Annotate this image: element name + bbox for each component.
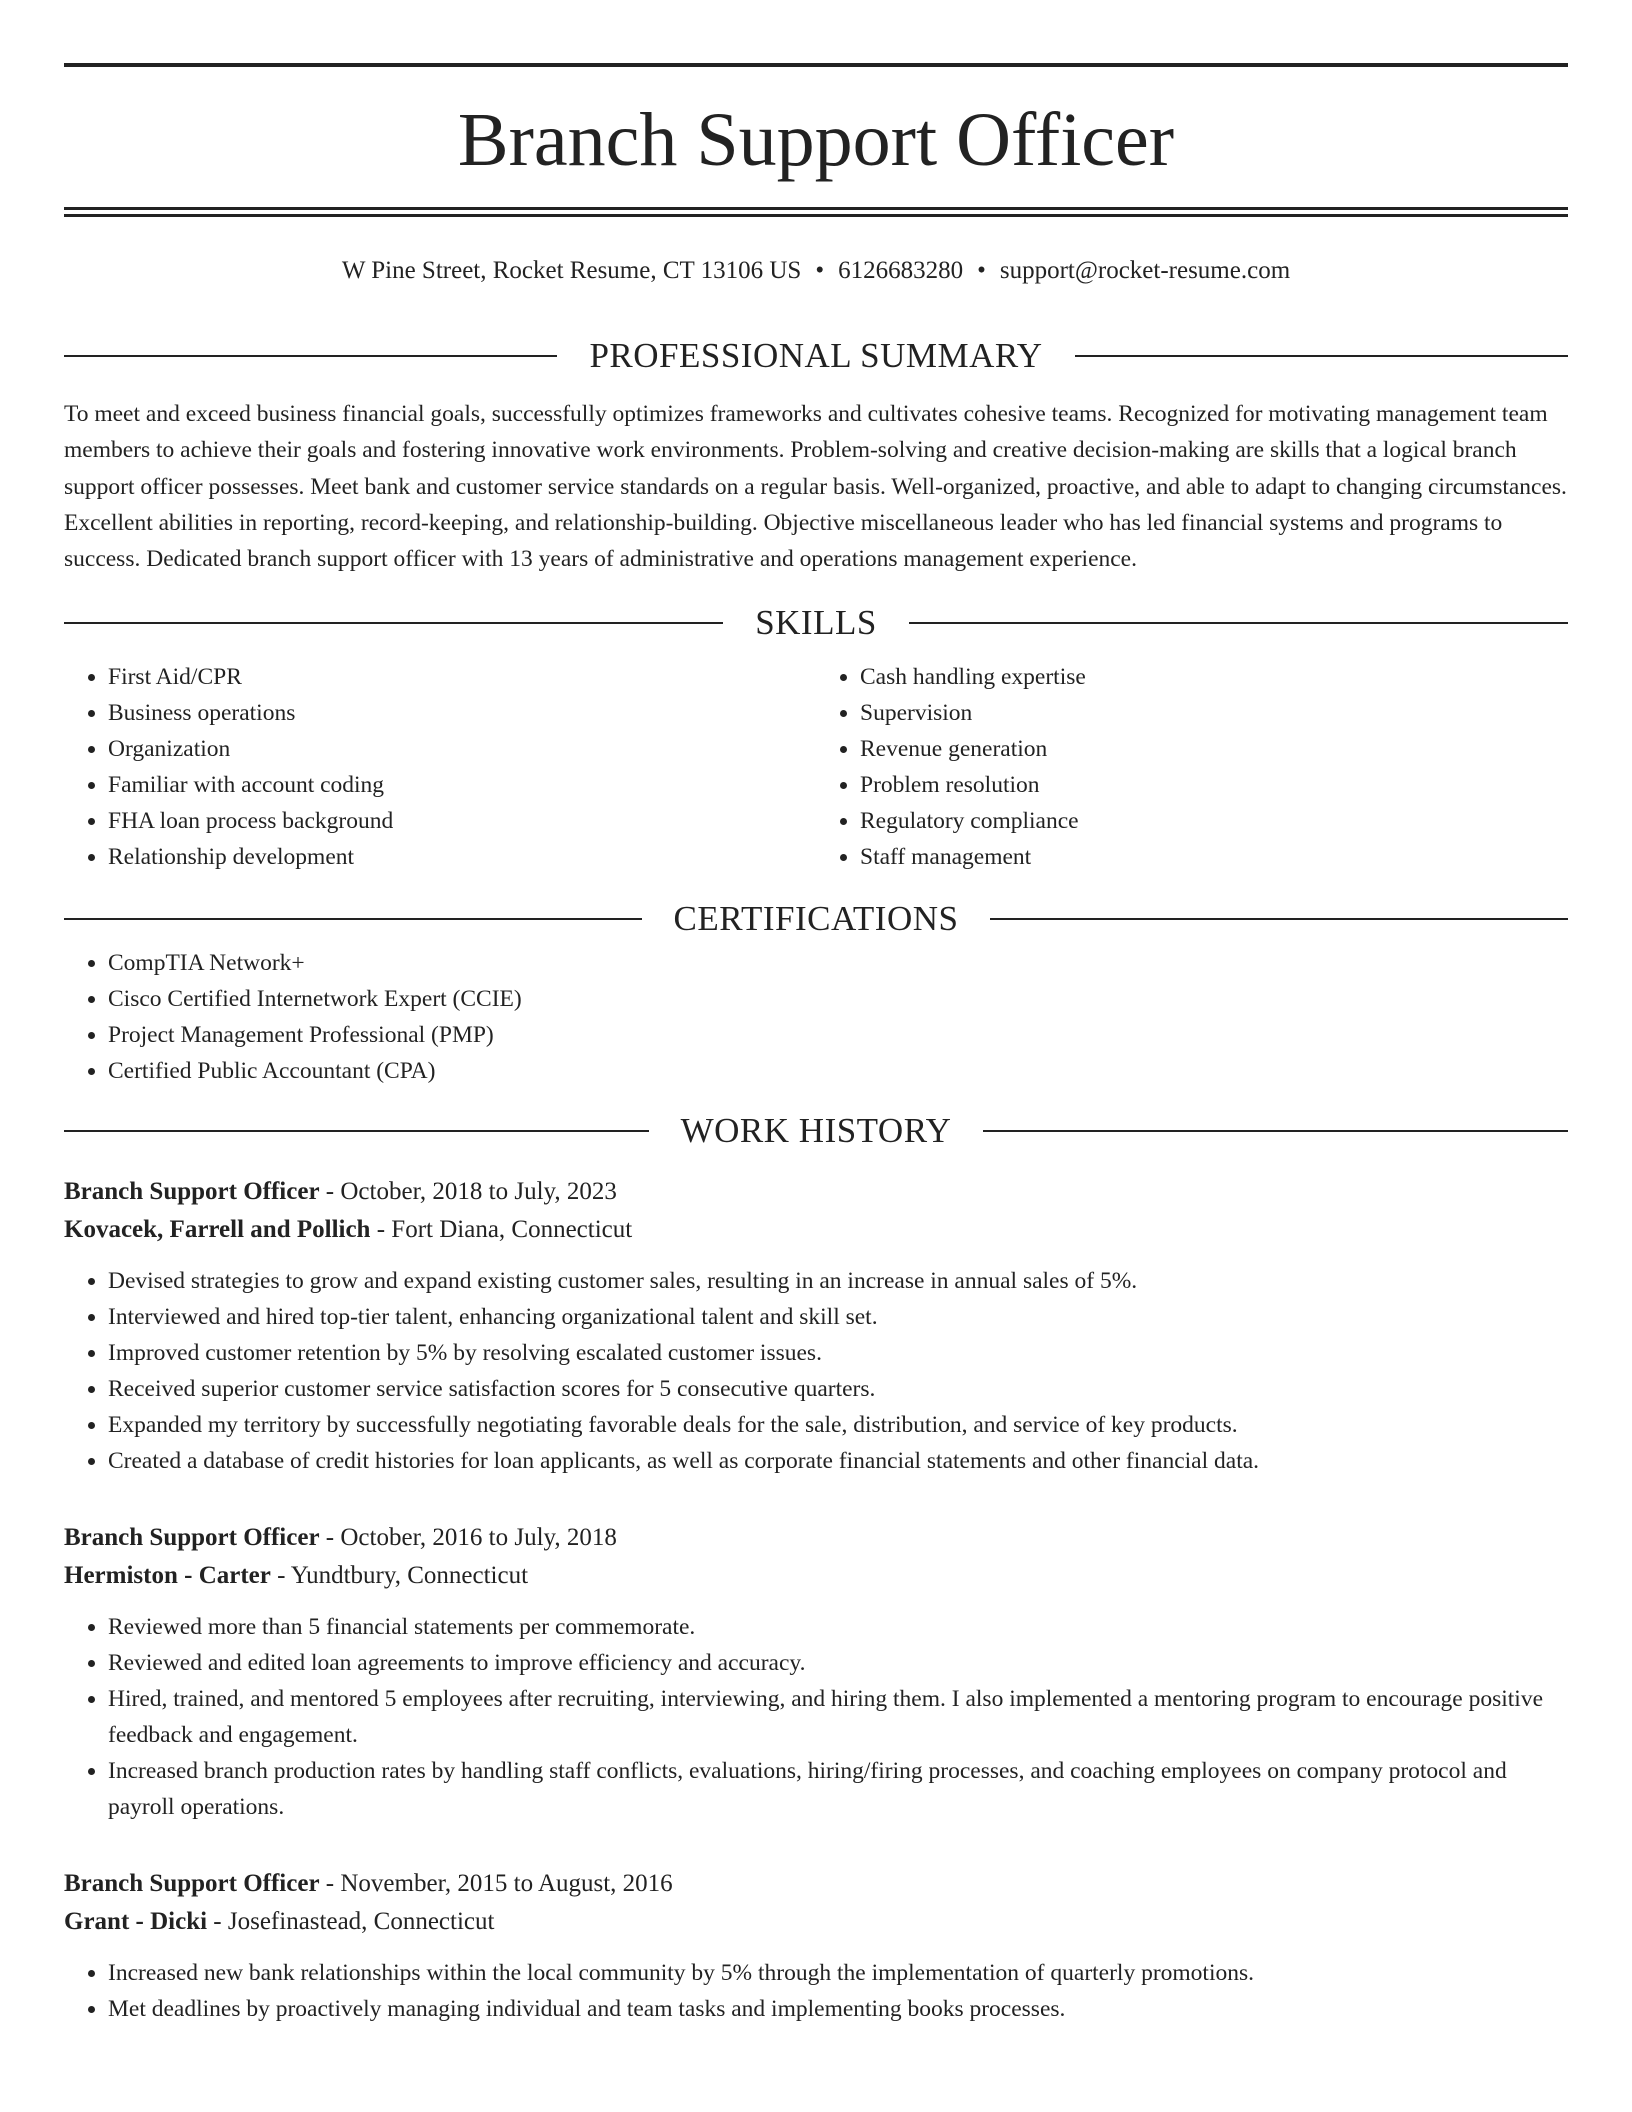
job-bullet: • Met deadlines by proactively managing individual and team tasks and implementing books processes. [108, 1991, 1568, 2027]
job-bullet: • Received superior customer service satisfaction scores for 5 consecutive quarters. [108, 1371, 1568, 1407]
skills-list-right [816, 659, 1568, 875]
skill-item: • First Aid/CPR [108, 659, 816, 695]
section-title: PROFESSIONAL SUMMARY [589, 336, 1043, 375]
heading-rule-right [983, 1130, 1568, 1132]
job-dates: October, 2016 to July, 2018 [340, 1524, 617, 1552]
job-bullet: • Hired, trained, and mentored 5 employees after recruiting, interviewing, and hiring them. I also implemented a mentoring program to encourage positive feedback and engagement. [108, 1681, 1568, 1753]
job-bullet: • Interviewed and hired top-tier talent, enhancing organizational talent and skill set. [108, 1299, 1568, 1335]
heading-rule-left [64, 918, 642, 920]
job-bullet: • Improved customer retention by 5% by resolving escalated customer issues. [108, 1335, 1568, 1371]
skill-item: • FHA loan process background [108, 803, 816, 839]
section-title: SKILLS [755, 603, 877, 643]
certifications-heading [64, 893, 1568, 945]
job-bullets [64, 1609, 1568, 1825]
job-bullet: • Increased branch production rates by handling staff conflicts, evaluations, hiring/firing processes, and coaching employees on company protocol and payroll operations. [108, 1753, 1568, 1825]
certification-item: • Cisco Certified Internetwork Expert (CCIE) [108, 981, 1568, 1017]
job-title-line: Branch Support Officer - October, 2016 to July, 2018 [64, 1524, 617, 1552]
job-location: Fort Diana, Connecticut [391, 1216, 633, 1244]
skill-item: • Revenue generation [860, 731, 1568, 767]
heading-rule-right [990, 918, 1568, 920]
heading-rule-right [909, 622, 1568, 624]
skills-heading [64, 597, 1568, 649]
skills-columns [64, 659, 1568, 875]
job-entry [64, 1865, 1568, 2027]
summary-text: To meet and exceed business financial goals, successfully optimizes frameworks and cultivates cohesive teams. Recognized for motivating management team members to achieve their goals and fostering innovative work environments. Problem-solving and creative decision-making are skills that a logical branch support officer possesses. Meet bank and customer service standards on a regular basis. Well-organized, proactive, and able to adapt to changing circumstances. Excellent abilities in reporting, record-keeping, and relationship-building. Objective miscellaneous leader who has led financial systems and programs to success. Dedicated branch support officer with 13 years of administrative and operations management experience. [64, 401, 1567, 573]
job-entry [64, 1519, 1568, 1825]
contact-line [64, 254, 1568, 288]
summary-heading [64, 330, 1568, 382]
skill-item: • Familiar with account coding [108, 767, 816, 803]
contact-separator: • [815, 257, 825, 284]
job-location: Yundtbury, Connecticut [290, 1562, 529, 1590]
skill-item: • Relationship development [108, 839, 816, 875]
heading-rule-right [1075, 355, 1568, 357]
skill-item: • Supervision [860, 695, 1568, 731]
job-title: Branch Support Officer [64, 1178, 320, 1206]
heading-rule-left [64, 622, 723, 624]
heading-rule-left [64, 1130, 649, 1132]
skill-item: • Regulatory compliance [860, 803, 1568, 839]
job-bullet: • Expanded my territory by successfully negotiating favorable deals for the sale, distribution, and service of key products. [108, 1407, 1568, 1443]
job-bullet: • Reviewed and edited loan agreements to improve efficiency and accuracy. [108, 1645, 1568, 1681]
certifications-list [64, 945, 1568, 1089]
skill-item: • Organization [108, 731, 816, 767]
job-entry [64, 1173, 1568, 1479]
job-company-line: Hermiston - Carter - Yundtbury, Connecticut [64, 1562, 529, 1590]
skill-item: • Business operations [108, 695, 816, 731]
job-company: Kovacek, Farrell and Pollich [64, 1216, 371, 1244]
contact-address: W Pine Street, Rocket Resume, CT 13106 US [341, 257, 802, 284]
section-title: CERTIFICATIONS [673, 899, 959, 939]
job-dates: October, 2018 to July, 2023 [340, 1178, 617, 1206]
skill-item: • Cash handling expertise [860, 659, 1568, 695]
job-title-line: Branch Support Officer - October, 2018 to July, 2023 [64, 1178, 617, 1206]
certification-item: • Certified Public Accountant (CPA) [108, 1053, 1568, 1089]
job-bullet: • Created a database of credit histories for loan applicants, as well as corporate financial statements and other financial data. [108, 1443, 1568, 1479]
job-title: Branch Support Officer [64, 1524, 320, 1552]
job-title-line: Branch Support Officer - November, 2015 to August, 2016 [64, 1870, 673, 1898]
job-title: Branch Support Officer [64, 1870, 320, 1898]
certification-item: • Project Management Professional (PMP) [108, 1017, 1568, 1053]
job-bullet: • Increased new bank relationships within the local community by 5% through the implementation of quarterly promotions. [108, 1955, 1568, 1991]
skill-item: • Problem resolution [860, 767, 1568, 803]
job-company-line: Grant - Dicki - Josefinastead, Connecticut [64, 1908, 495, 1936]
job-bullet: • Devised strategies to grow and expand existing customer sales, resulting in an increase in annual sales of 5%. [108, 1263, 1568, 1299]
skill-item: • Staff management [860, 839, 1568, 875]
contact-email: support@rocket-resume.com [999, 257, 1291, 284]
resume-title: Branch Support Officer [457, 98, 1175, 182]
job-bullets [64, 1263, 1568, 1479]
heading-rule-left [64, 355, 557, 357]
job-location: Josefinastead, Connecticut [227, 1908, 495, 1936]
job-bullet: • Reviewed more than 5 financial statements per commemorate. [108, 1609, 1568, 1645]
skills-list-left [64, 659, 816, 875]
work-history-heading [64, 1105, 1568, 1157]
resume-body [64, 330, 1568, 2027]
certification-item: • CompTIA Network+ [108, 945, 1568, 981]
top-divider [64, 63, 1568, 67]
title-double-divider [64, 207, 1568, 217]
job-company: Grant - Dicki [64, 1908, 208, 1936]
job-bullets [64, 1955, 1568, 2027]
contact-separator: • [977, 257, 986, 284]
section-title: WORK HISTORY [680, 1111, 952, 1151]
contact-phone: 6126683280 [838, 257, 964, 284]
job-dates: November, 2015 to August, 2016 [340, 1870, 673, 1898]
job-company-line: Kovacek, Farrell and Pollich - Fort Diana, Connecticut [64, 1216, 633, 1244]
job-company: Hermiston - Carter [64, 1562, 271, 1590]
